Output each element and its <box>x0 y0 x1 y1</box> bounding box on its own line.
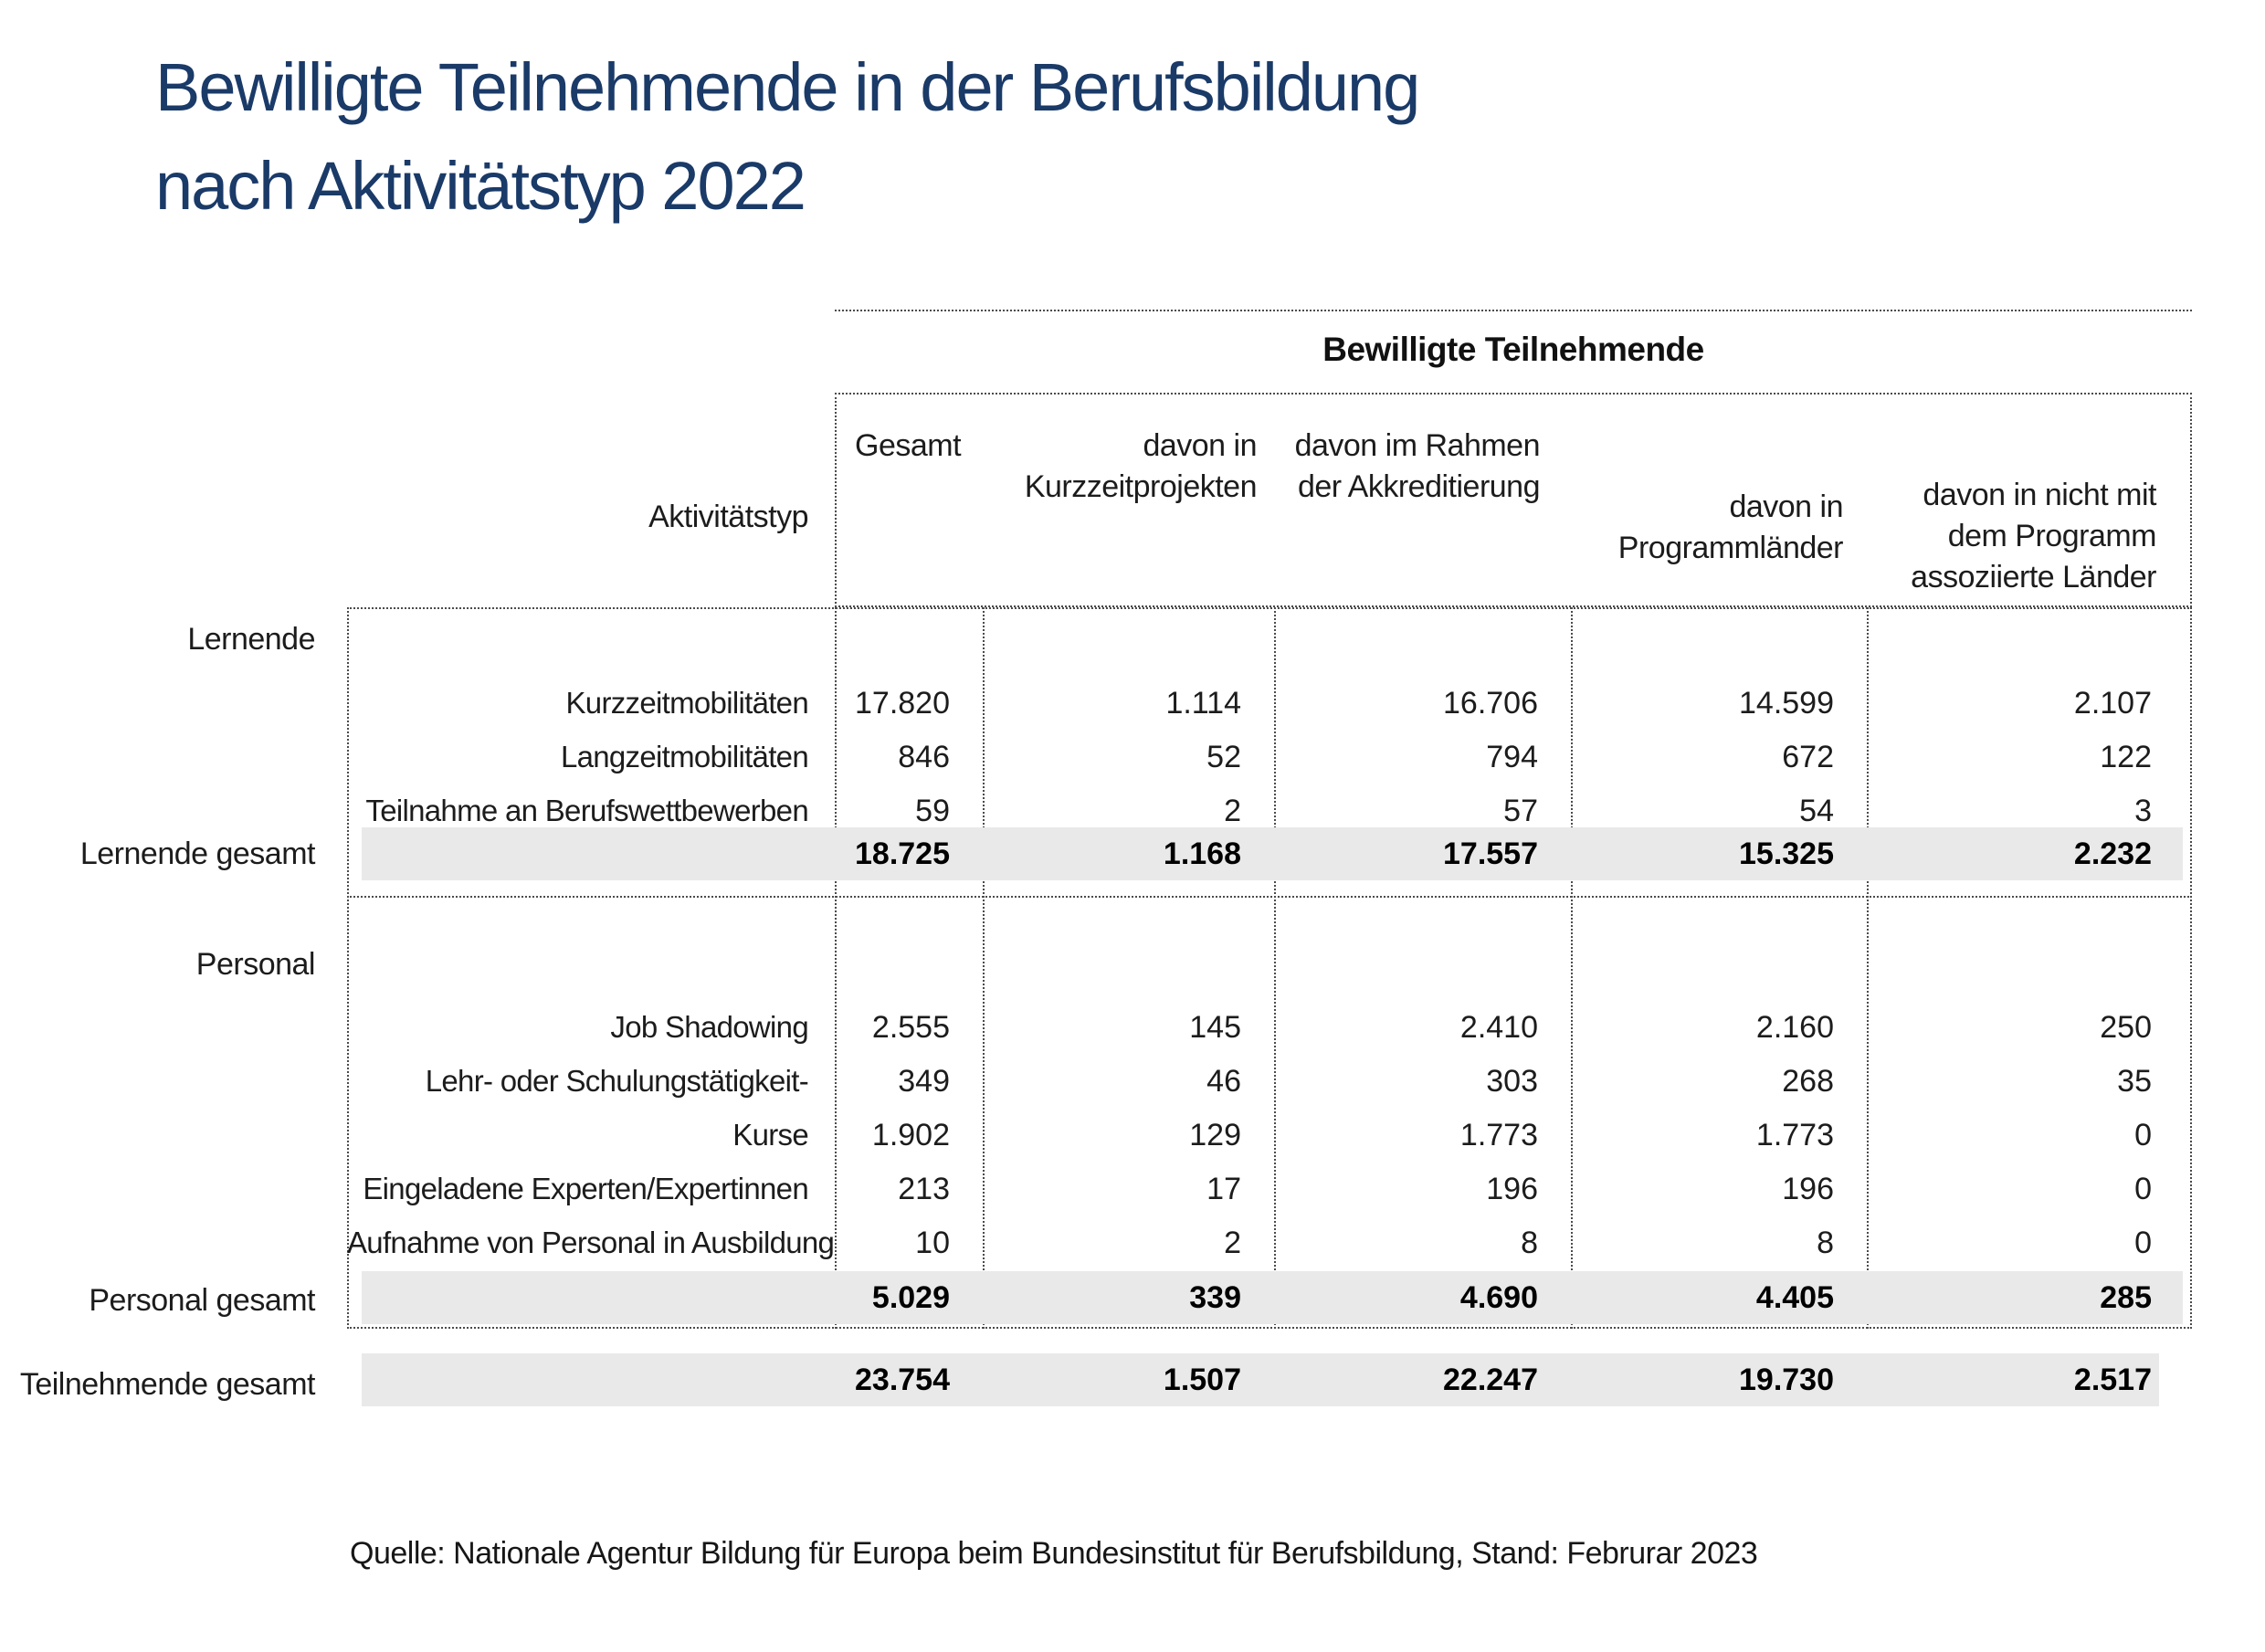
value-assoziierte: 0 <box>2134 1171 2152 1206</box>
value-gesamt: 59 <box>915 793 950 828</box>
value-assoziierte: 250 <box>2100 1009 2152 1045</box>
row-axis-label: Aktivitätstyp <box>648 500 808 534</box>
value-assoziierte: 35 <box>2117 1063 2152 1099</box>
total-assoziierte: 2.232 <box>2073 836 2152 871</box>
value-assoziierte: 0 <box>2134 1225 2152 1260</box>
value-akkreditierung: 57 <box>1503 793 1538 828</box>
grand-total-assoziierte: 2.517 <box>2073 1362 2152 1397</box>
column-header-assoziierte-laender: davon in nicht mit dem Programm assoziierte Länder <box>1911 478 2156 595</box>
value-programmlaender: 268 <box>1782 1063 1834 1099</box>
value-gesamt: 213 <box>898 1171 950 1206</box>
row-label: Eingeladene Experten/Expertinnen <box>363 1172 808 1205</box>
row-label: Lehr- oder Schulungstätigkeit- <box>425 1064 808 1098</box>
total-akkreditierung: 17.557 <box>1443 836 1538 871</box>
value-kurzzeitprojekte: 145 <box>1189 1009 1241 1045</box>
total-label-lernende-gesamt: Lernende gesamt <box>79 837 315 871</box>
value-gesamt: 349 <box>898 1063 950 1099</box>
table-row-grand-total <box>347 1353 2192 1406</box>
table-row-total <box>347 1271 2192 1324</box>
value-programmlaender: 196 <box>1782 1171 1834 1206</box>
value-gesamt: 10 <box>915 1225 950 1260</box>
value-kurzzeitprojekte: 1.114 <box>1165 685 1241 721</box>
column-header-akkreditierung: davon im Rahmen der Akkreditierung <box>1294 428 1540 504</box>
column-header-programmlaender: davon in Programmländer <box>1617 489 1843 565</box>
table-row <box>347 1167 2192 1211</box>
page-title-line2: nach Aktivitätstyp 2022 <box>155 148 805 224</box>
total-kurzzeitprojekte: 1.168 <box>1163 836 1241 871</box>
total-gesamt: 5.029 <box>871 1279 950 1315</box>
table-header-title: Bewilligte Teilnehmende <box>1322 331 1704 368</box>
value-kurzzeitprojekte: 17 <box>1206 1171 1241 1206</box>
section-separator <box>347 896 2192 898</box>
table-row <box>347 1113 2192 1157</box>
value-akkreditierung: 16.706 <box>1443 685 1538 721</box>
value-gesamt: 17.820 <box>855 685 950 721</box>
value-kurzzeitprojekte: 129 <box>1189 1117 1241 1152</box>
value-akkreditierung: 2.410 <box>1459 1009 1538 1045</box>
grand-total-label: Teilnehmende gesamt <box>19 1367 315 1402</box>
table-row <box>347 789 2192 833</box>
row-label: Kurse <box>732 1118 808 1152</box>
value-programmlaender: 8 <box>1817 1225 1834 1260</box>
group-label-personal: Personal <box>195 947 315 982</box>
column-header-gesamt: Gesamt <box>855 428 962 463</box>
total-programmlaender: 15.325 <box>1739 836 1834 871</box>
value-akkreditierung: 303 <box>1486 1063 1538 1099</box>
table-row <box>347 681 2192 725</box>
top-dotted-rule <box>835 310 2192 311</box>
value-gesamt: 2.555 <box>871 1009 950 1045</box>
table-row <box>347 1221 2192 1265</box>
grand-total-programmlaender: 19.730 <box>1739 1362 1834 1397</box>
value-assoziierte: 3 <box>2134 793 2152 828</box>
value-akkreditierung: 8 <box>1521 1225 1538 1260</box>
value-gesamt: 1.902 <box>871 1117 950 1152</box>
value-assoziierte: 0 <box>2134 1117 2152 1152</box>
value-akkreditierung: 1.773 <box>1459 1117 1538 1152</box>
table-row <box>347 735 2192 779</box>
value-kurzzeitprojekte: 2 <box>1224 793 1241 828</box>
group-label-lernende: Lernende <box>187 622 315 657</box>
row-label: Langzeitmobilitäten <box>560 740 808 773</box>
column-header-box <box>835 393 2192 607</box>
value-assoziierte: 2.107 <box>2073 685 2152 721</box>
value-akkreditierung: 196 <box>1486 1171 1538 1206</box>
value-programmlaender: 14.599 <box>1739 685 1834 721</box>
grand-total-kurzzeitprojekte: 1.507 <box>1163 1362 1241 1397</box>
column-header-kurzzeitprojekte: davon in Kurzzeitprojekten <box>1024 428 1257 504</box>
table-row <box>347 1059 2192 1103</box>
table-row-total <box>347 827 2192 880</box>
total-akkreditierung: 4.690 <box>1459 1279 1538 1315</box>
total-assoziierte: 285 <box>2100 1279 2152 1315</box>
value-assoziierte: 122 <box>2100 739 2152 774</box>
row-label: Kurzzeitmobilitäten <box>565 686 808 720</box>
value-gesamt: 846 <box>898 739 950 774</box>
grand-total-gesamt: 23.754 <box>855 1362 950 1397</box>
source-note: Quelle: Nationale Agentur Bildung für Europa beim Bundesinstitut für Berufsbildung, Stand: Februrar 2023 <box>350 1536 1758 1571</box>
value-akkreditierung: 794 <box>1486 739 1538 774</box>
value-programmlaender: 672 <box>1782 739 1834 774</box>
row-label: Job Shadowing <box>610 1010 808 1044</box>
page-title <box>155 38 1418 236</box>
total-gesamt: 18.725 <box>855 836 950 871</box>
value-programmlaender: 54 <box>1799 793 1834 828</box>
page-title-line1: Bewilligte Teilnehmende in der Berufsbildung <box>155 49 1419 125</box>
value-programmlaender: 1.773 <box>1755 1117 1834 1152</box>
row-label: Aufnahme von Personal in Ausbildung <box>347 1226 835 1259</box>
value-kurzzeitprojekte: 52 <box>1206 739 1241 774</box>
row-label: Teilnahme an Berufswettbewerben <box>365 794 808 827</box>
value-programmlaender: 2.160 <box>1755 1009 1834 1045</box>
table-row <box>347 1005 2192 1049</box>
value-kurzzeitprojekte: 2 <box>1224 1225 1241 1260</box>
grand-total-akkreditierung: 22.247 <box>1443 1362 1538 1397</box>
total-programmlaender: 4.405 <box>1755 1279 1834 1315</box>
value-kurzzeitprojekte: 46 <box>1206 1063 1241 1099</box>
total-kurzzeitprojekte: 339 <box>1189 1279 1241 1315</box>
total-label-personal-gesamt: Personal gesamt <box>89 1283 315 1318</box>
